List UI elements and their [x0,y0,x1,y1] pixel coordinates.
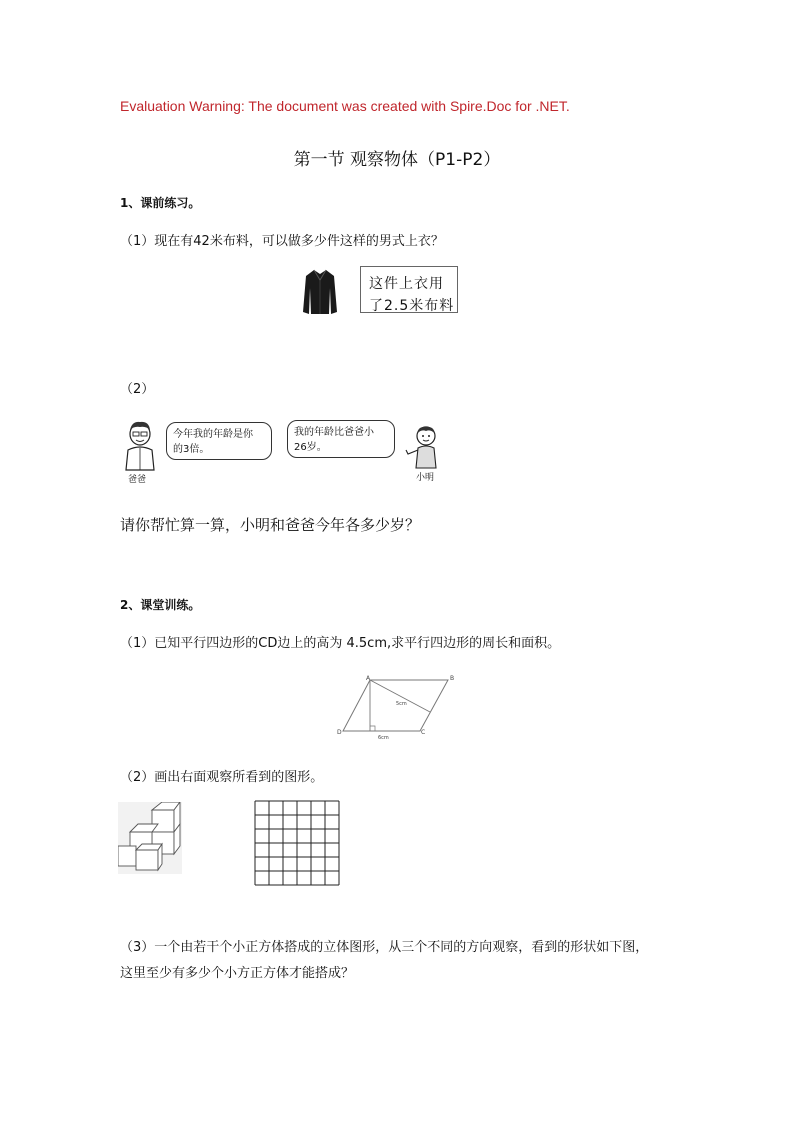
vertex-d-label: D [337,729,342,736]
cube-stack-figure [118,802,182,874]
dad-bubble-line1: 今年我的年龄是你 [173,429,253,440]
fabric-note-line1: 这件上衣用 [369,276,444,292]
son-bubble-line2: 26岁。 [294,442,327,453]
dad-bubble-line2: 的3倍。 [173,444,210,455]
vertex-a-label: A [366,675,371,682]
dad-label: 爸爸 [128,475,147,485]
son-bubble-line1: 我的年龄比爸爸小 [294,427,374,438]
section1-heading: 1、课前练习。 [120,196,201,210]
jacket-image [302,268,338,316]
page-title: 第一节 观察物体（P1-P2） [293,150,501,170]
section2-question1: （1）已知平行四边形的CD边上的高为 4.5cm,求平行四边形的周长和面积。 [120,636,561,651]
section2-question2: （2）画出右面观察所看到的图形。 [120,770,324,785]
son-label: 小明 [416,473,435,483]
parallelogram-figure [334,672,464,742]
section2-heading: 2、课堂训练。 [120,598,201,612]
fabric-note-line2: 了2.5米布料 [369,298,455,313]
base-length-label: 6cm [378,735,389,741]
vertex-c-label: C [421,729,426,736]
vertex-b-label: B [450,675,455,682]
son-speech-bubble [287,420,395,458]
section1-question1: （1）现在有42米布料，可以做多少件这样的男式上衣？ [120,234,444,249]
son-figure [404,424,442,470]
dad-speech-bubble [166,422,272,460]
drawing-grid[interactable] [253,800,341,888]
section2-question3-line2: 这里至少有多少个小方正方体才能搭成？ [120,966,355,981]
dad-figure [120,420,162,472]
fabric-note-box [360,266,458,313]
evaluation-warning: Evaluation Warning: The document was created with Spire.Doc for .NET. [120,98,570,114]
section1-age-question: 请你帮忙算一算，小明和爸爸今年各多少岁？ [120,516,421,534]
section1-question2: （2） [120,382,155,397]
side-length-label: 5cm [396,701,407,707]
section2-question3-line1: （3）一个由若干个小正方体搭成的立体图形，从三个不同的方向观察，看到的形状如下图， [120,940,649,955]
